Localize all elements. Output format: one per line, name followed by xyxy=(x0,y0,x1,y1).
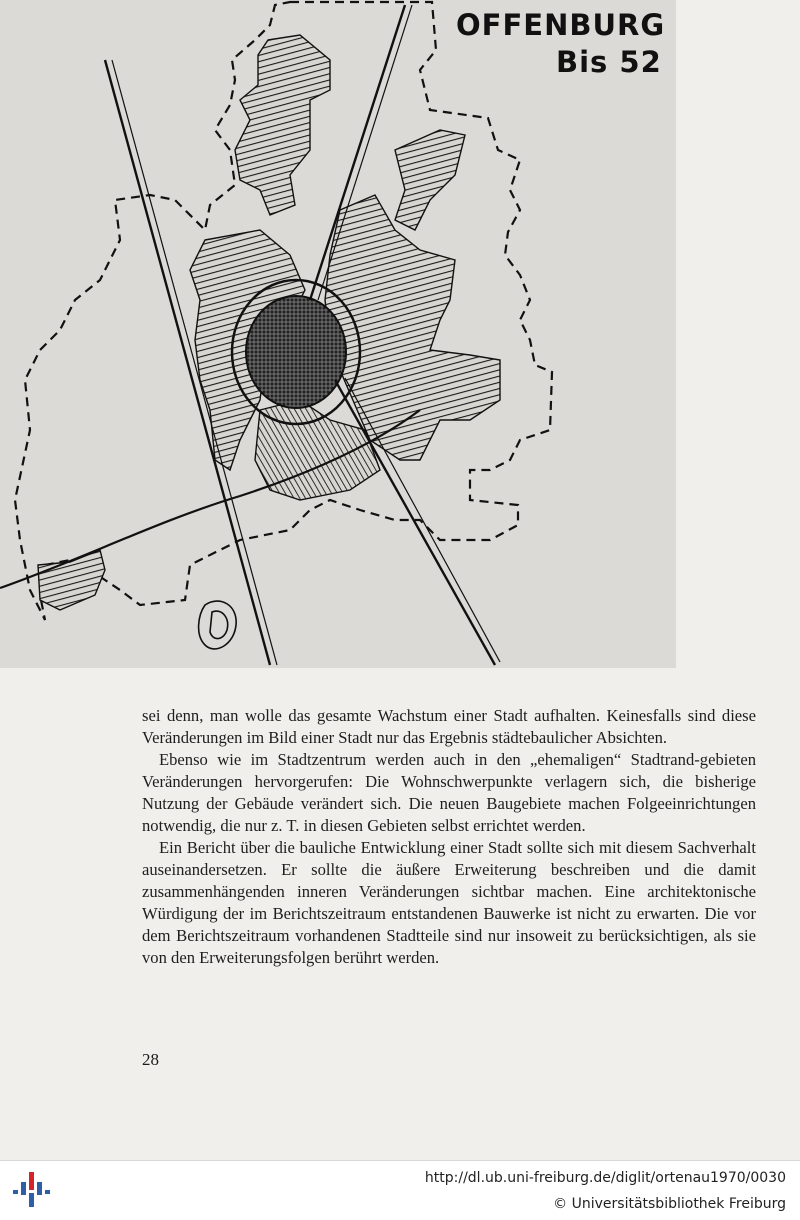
ub-freiburg-logo-icon[interactable] xyxy=(10,1168,52,1210)
built-area-east xyxy=(325,195,500,460)
city-map-figure xyxy=(0,0,676,668)
page-number: 28 xyxy=(142,1050,159,1069)
footer-divider xyxy=(0,1160,800,1161)
contour-feature xyxy=(199,601,237,649)
paragraph-3: Ein Bericht über die bauliche Entwicklung einer Stadt sollte sich mit diesem Sachverhalt auseinandersetzen. Er sollte die äußere Erweiterung beschreiben und die damit zusammenhängenden inneren Veränderungen sichtbar machen. Eine architektonische Würdigung der im Berichtszeitraum entstandenen Bauwerke ist nicht zu erwarten. Die vor dem Berichtszeitraum vorhandenen Stadtteile sind nur insoweit zu berücksichtigen, als sie von den Erweiterungsfolgen berührt werden. xyxy=(142,838,756,967)
paragraph-2: Ebenso wie im Stadtzentrum werden auch in den „ehemaligen“ Stadtrand-gebieten Veränderungen hervorgerufen: Die Wohnschwerpunkte verlagern sich, die bisherige Nutzung der Gebäude verändert sich. Die neuen Baugebiete machen Folgeeinrichtungen notwendig, die nur z. T. in diesen Gebieten selbst errichtet werden. xyxy=(142,750,756,835)
historic-core xyxy=(246,296,346,408)
body-text xyxy=(142,705,756,969)
footer-bar xyxy=(0,1160,800,1220)
built-area-north xyxy=(235,35,330,215)
footer-url-link[interactable]: http://dl.ub.uni-freiburg.de/diglit/ortenau1970/0030 xyxy=(424,1170,786,1186)
built-area-northeast xyxy=(395,130,465,230)
footer-copyright: © Universitätsbibliothek Freiburg xyxy=(553,1196,786,1212)
built-area-southwest xyxy=(38,550,105,610)
map-handwritten-subtitle: Bis 52 xyxy=(556,45,662,79)
map-handwritten-title: OFFENBURG xyxy=(456,8,666,42)
paragraph-1: sei denn, man wolle das gesamte Wachstum einer Stadt aufhalten. Keinesfalls sind diese Veränderungen im Bild einer Stadt nur das Ergebnis städtebaulicher Absichten. xyxy=(142,706,756,747)
